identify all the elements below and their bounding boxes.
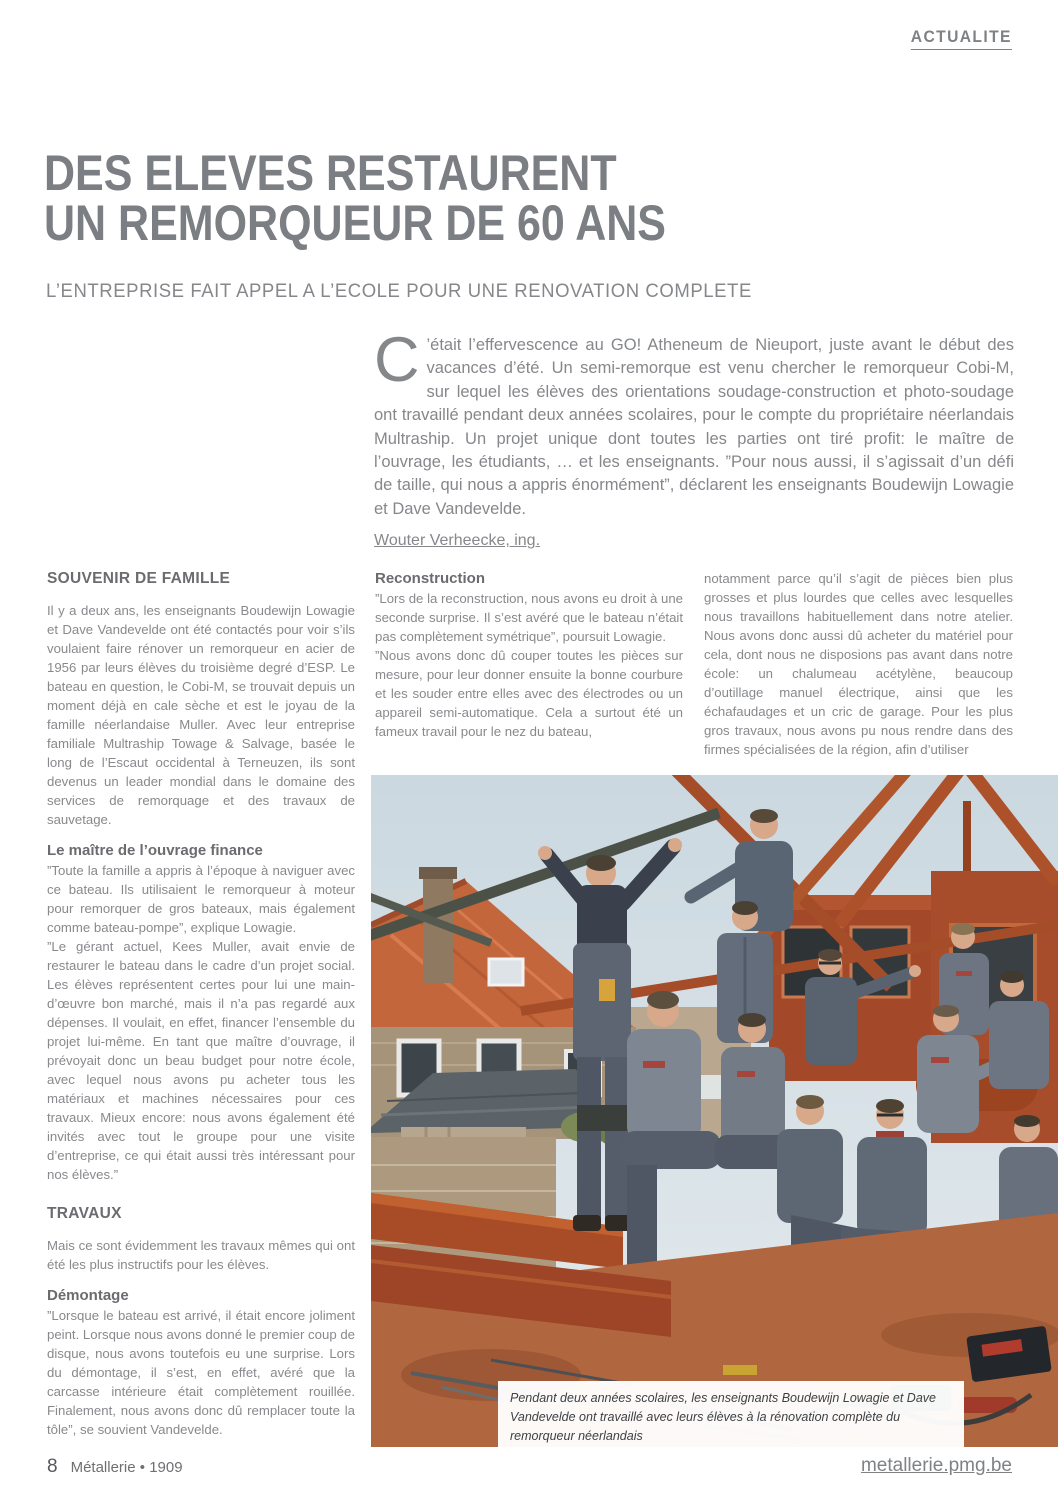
author-byline-link[interactable]: Wouter Verheecke, ing.: [374, 532, 541, 550]
website-link[interactable]: metallerie.pmg.be: [860, 1455, 1012, 1476]
body-paragraph: ”Toute la famille a appris à l’époque à naviguer avec ce bateau. Ils utilisaient le remorqueur à moteur pour remorquer de gros bateaux, mais également comme bateau-pompe”, explique Lowagie.: [47, 863, 355, 935]
section-label-link[interactable]: ACTUALITE: [911, 27, 1012, 50]
article-photo: [371, 775, 1058, 1447]
column-left: [47, 569, 355, 1439]
article-title-line1: DES ELEVES RESTAURENT: [44, 145, 617, 201]
body-paragraph: ”Lorsque le bateau est arrivé, il était encore joliment peint. Lorsque nous avons donné le premier coup de disque, nous avons toutefois eu une surprise. Lors du démontage, il s’est, en effet, avéré que la carcasse intérieure était complètement rouillée. Finalement, nous avons donc dû remplacer toute la tôle”, se souvient Vandevelde.: [47, 1308, 355, 1437]
subheading-maitre-ouvrage: Le maître de l’ouvrage finance: [47, 842, 263, 859]
body-paragraph: Mais ce sont évidemment les travaux mêmes qui ont été les plus instructifs pour les élèves.: [47, 1238, 355, 1272]
section-heading-souvenir-de-famille: SOUVENIR DE FAMILLE: [47, 570, 231, 587]
intro-text: ’était l’effervescence au GO! Atheneum de Nieuport, juste avant le début des vacances d’été. Un semi-remorque est venu chercher le remorqueur Cobi-M, sur lequel les élèves des orientations soudage-construction et photo-soudage ont travaillé pendant deux années scolaires, pour le compte du propriétaire néerlandais Multraship. Un projet unique dont toutes les parties ont tiré profit: le maître de l’ouvrage, les étudiants, … et les enseignants. ”Pour nous aussi, il s’agissait d’un défi de taille, qui nous a appris énormément”, déclarent les enseignants Boudewijn Lowagie et Dave Vandevelde.: [374, 336, 1014, 518]
photo-illustration: [371, 775, 1058, 1447]
subheading-demontage: Démontage: [47, 1287, 129, 1304]
column-middle: [375, 569, 683, 741]
column-right: [704, 569, 1013, 759]
drop-cap: C: [374, 325, 420, 395]
footer-left: [47, 1456, 183, 1478]
article-title-line2: UN REMORQUEUR DE 60 ANS: [44, 195, 666, 251]
section-heading-travaux: TRAVAUX: [47, 1205, 122, 1222]
body-paragraph: Il y a deux ans, les enseignants Boudewijn Lowagie et Dave Vandevelde ont été contactés pour voir s’ils voulaient faire rénover un remorqueur en acier de 1956 par leurs élèves du troisième degré d’ESP. Le bateau en question, le Cobi-M, se trouvait depuis un moment déjà en cale sèche et est le joyau de la famille néerlandaise Muller. Avec leur entreprise familiale Multraship Towage & Salvage, basée le long de l’Escaut occidental à Terneuzen, ils sont devenus un leader mondial dans le domaine des services de remorquage et des travaux de sauvetage.: [47, 603, 355, 827]
photo-caption: Pendant deux années scolaires, les enseignants Boudewijn Lowagie et Dave Vandevelde ont travaillé avec leurs élèves à la rénovation complète du remorqueur néerlandais: [498, 1381, 964, 1447]
body-paragraph: ”Lors de la reconstruction, nous avons eu droit à une seconde surprise. Il s’est avéré que le bateau n’était pas complètement symétrique”, poursuit Lowagie.: [375, 591, 683, 644]
body-paragraph: notamment parce qu’il s’agit de pièces bien plus grosses et plus lourdes que celles avec lesquelles nous travaillons habituellement dans notre atelier. Nous avons donc aussi dû acheter du matériel pour cela, dont nous ne disposions pas avant dans notre école: un chalumeau acétylène, beaucoup d’outillage manuel électrique, ainsi que les échafaudages et un cric de garage. Pour les plus gros travaux, nous avons pu nous rendre dans des firmes spécialisées de la région, afin d’utiliser: [704, 571, 1013, 757]
article-title: [44, 145, 666, 251]
article-subtitle: L’ENTREPRISE FAIT APPEL A L’ECOLE POUR UNE RENOVATION COMPLETE: [46, 280, 752, 302]
page-number: 8: [47, 1456, 58, 1477]
intro-block: [374, 325, 1014, 550]
magazine-name: Métallerie • 1909: [70, 1459, 183, 1476]
body-paragraph: ”Nous avons donc dû couper toutes les pièces sur mesure, pour leur donner ensuite la bonne courbure et les souder entre elles avec des électrodes ou un appareil semi-automatique. Cela a surtout été un fameux travail pour le nez du bateau,: [375, 648, 683, 739]
subheading-reconstruction: Reconstruction: [375, 570, 486, 587]
body-paragraph: ”Le gérant actuel, Kees Muller, avait envie de restaurer le bateau dans le cadre d’un projet social. Les élèves représentent certes pour lui une main-d’œuvre bon marché, mais il n’a pas regardé aux dépenses. Il voulait, en effet, financer l’ensemble du projet lui-même. En tant que maître d’ouvrage, il prévoyait donc un beau budget pour notre école, avec lequel nous avons pu acheter tous les matériaux et machines nécessaires pour ces travaux. Mieux encore: nous avons également été invités avec tout le groupe pour une visite d’entreprise, ce qui était aussi très intéressant pour nos élèves.”: [47, 939, 355, 1182]
intro-paragraph: [374, 325, 1014, 521]
